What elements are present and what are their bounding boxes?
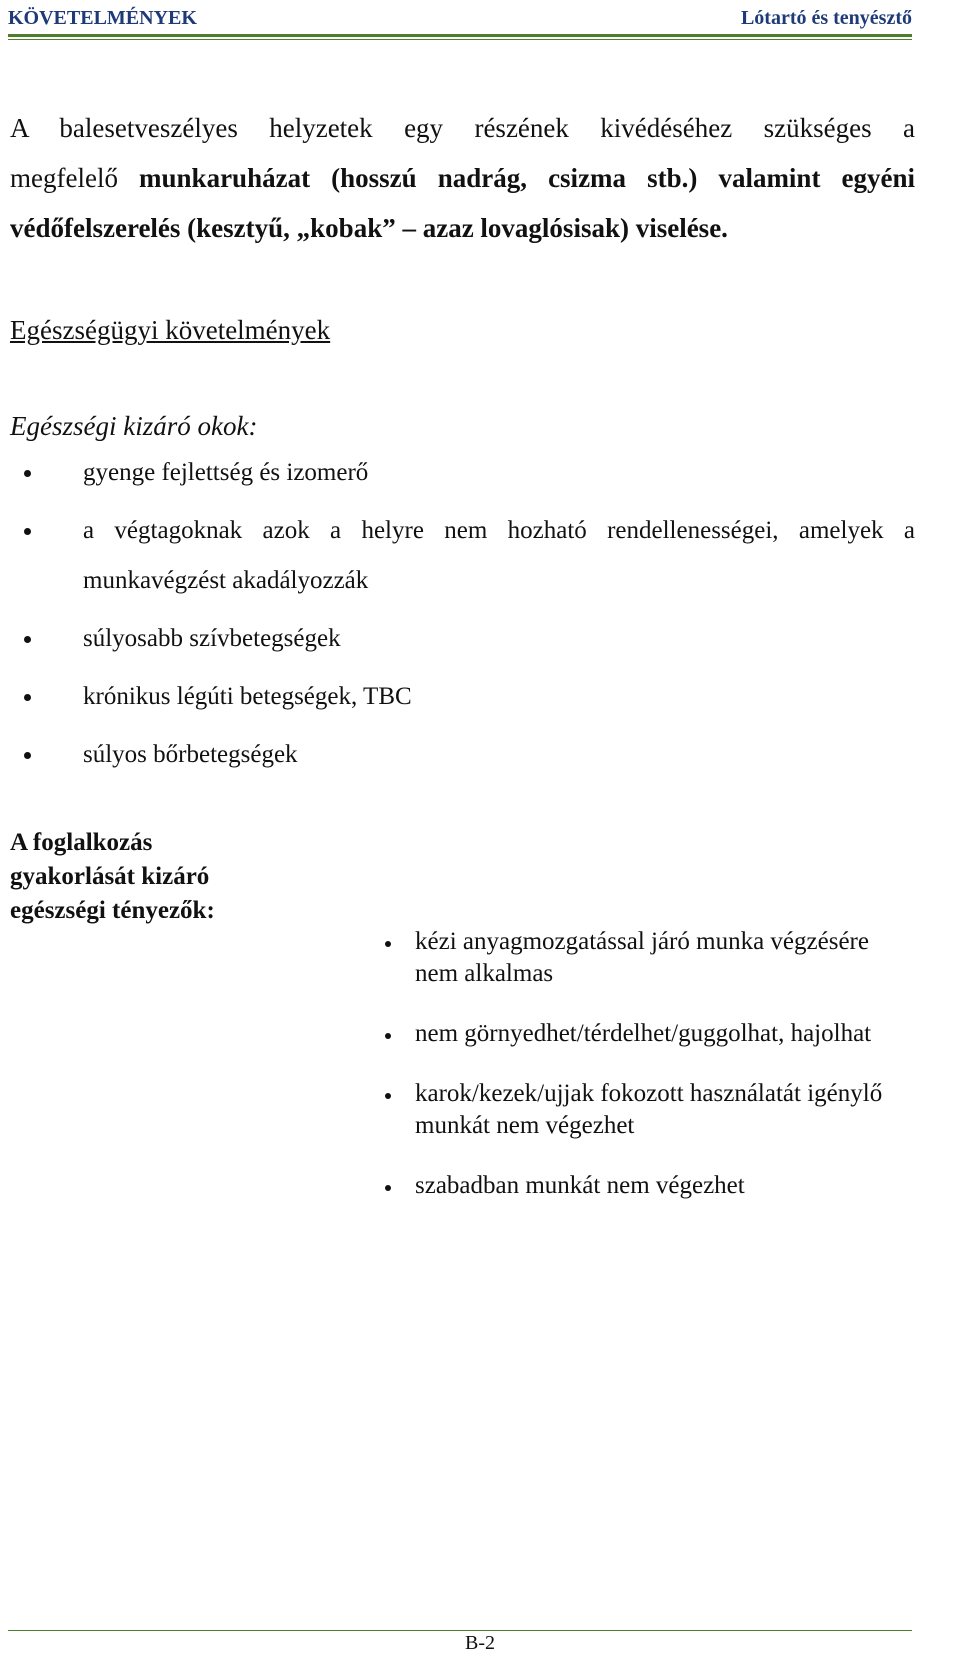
list-item-text: gyenge fejlettség és izomerő — [83, 459, 369, 486]
excluding-factors-label-line-1: A foglalkozás — [10, 829, 153, 856]
intro-paragraph — [10, 103, 915, 253]
intro-line-3-bold: védőfelszerelés (kesztyű, „kobak” – azaz lovaglósisak) viselése. — [10, 213, 728, 243]
list-item — [10, 614, 915, 664]
bullet-icon — [385, 1093, 391, 1099]
header-rule — [8, 34, 912, 37]
intro-line-2-bold: munkaruházat (hosszú nadrág, csizma stb.) valamint egyéni — [139, 163, 916, 193]
list-item-text: súlyosabb szívbetegségek — [83, 625, 341, 652]
excluding-factors-label-line-3: egészségi tényezők: — [10, 897, 215, 924]
page-number: B-2 — [465, 1632, 495, 1654]
list-item — [10, 448, 915, 498]
list-item — [385, 1018, 905, 1050]
intro-line-1: A balesetveszélyes helyzetek egy részének kivédéséhez szükséges a — [10, 113, 915, 143]
bullet-icon — [24, 694, 31, 701]
bullet-icon — [385, 1033, 391, 1039]
list-item — [10, 730, 915, 780]
list-item — [385, 1078, 905, 1142]
bullet-icon — [24, 528, 31, 535]
excluding-factors-list — [385, 926, 905, 1230]
header-rule-thin — [8, 39, 912, 40]
bullet-icon — [24, 470, 31, 477]
excluding-factors-label — [10, 826, 340, 928]
intro-line-2-prefix: megfelelő — [10, 163, 140, 193]
intro-line-3 — [10, 203, 915, 253]
list-item-text: nem görnyedhet/térdelhet/guggolhat, hajolhat — [415, 1020, 872, 1047]
bullet-icon — [385, 941, 391, 947]
excluding-factors-label-line-2: gyakorlását kizáró — [10, 863, 210, 890]
health-requirements-heading: Egészségügyi követelmények — [10, 315, 331, 345]
exclusion-reasons-heading: Egészségi kizáró okok: — [10, 411, 258, 441]
exclusion-reasons-list — [10, 448, 915, 788]
list-item-text: súlyos bőrbetegségek — [83, 741, 298, 768]
list-item — [385, 1170, 905, 1202]
list-item-text: krónikus légúti betegségek, TBC — [83, 683, 412, 710]
bullet-icon — [385, 1185, 391, 1191]
header-section-title: KÖVETELMÉNYEK — [8, 6, 197, 29]
list-item-text: szabadban munkát nem végezhet — [415, 1172, 745, 1199]
list-item — [10, 506, 915, 606]
page-header — [8, 4, 912, 32]
bullet-icon — [24, 636, 31, 643]
bullet-icon — [24, 752, 31, 759]
header-document-title: Lótartó és tenyésztő — [740, 6, 912, 29]
list-item — [10, 672, 915, 722]
list-item-text: karok/kezek/ujjak fokozott használatát igénylő munkát nem végezhet — [415, 1080, 883, 1139]
footer-rule — [8, 1630, 912, 1631]
list-item — [385, 926, 905, 990]
intro-line-2 — [10, 153, 915, 203]
list-item-text: a végtagoknak azok a helyre nem hozható rendellenességei, amelyek a munkavégzést akadályozzák — [83, 517, 915, 594]
list-item-text: kézi anyagmozgatással járó munka végzésére nem alkalmas — [415, 928, 869, 987]
